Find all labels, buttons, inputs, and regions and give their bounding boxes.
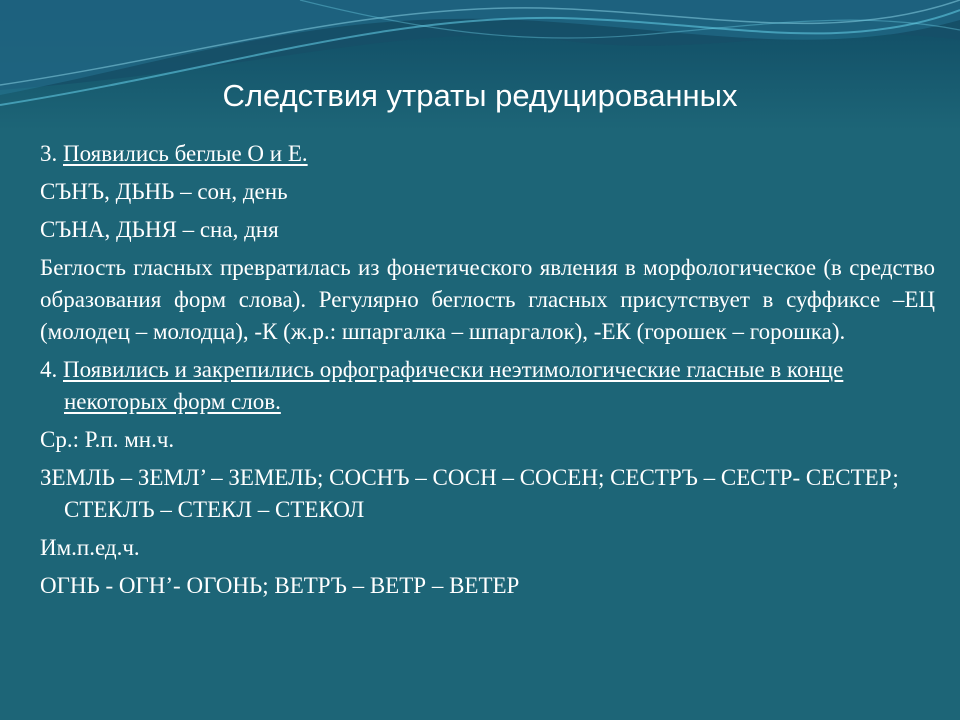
- item-4-heading: Появились и закрепились орфографически неэтимологические гласные в конце некоторых форм слов.: [63, 357, 844, 414]
- line-zeml-examples: ЗЕМЛЬ – ЗЕМЛ’ – ЗЕМЕЛЬ; СОСНЪ – СОСН – СОСЕН; СЕСТРЪ – СЕСТР- СЕСТЕР; СТЕКЛЪ – СТЕКЛ – СТЕКОЛ: [40, 465, 899, 522]
- line-ogn-examples: ОГНЬ - ОГН’- ОГОНЬ; ВЕТРЪ – ВЕТР – ВЕТЕР: [40, 573, 520, 598]
- slide-body: [40, 138, 935, 608]
- paragraph-beglost: Беглость гласных превратилась из фонетического явления в морфологическое (в средство образования форм слова). Регулярно беглость гласных присутствует в суффиксе –ЕЦ (молодец – молодца), -К (ж.р.: шпаргалка – шпаргалок), -ЕК (горошек – горошка).: [40, 255, 935, 344]
- item-4-number: 4.: [40, 357, 63, 382]
- item-4: [40, 354, 935, 418]
- item-3-number: 3.: [40, 141, 63, 166]
- line-im-p: Им.п.ед.ч.: [40, 535, 140, 560]
- item-3-heading: Появились беглые О и Е.: [63, 141, 308, 166]
- slide-title: Следствия утраты редуцированных: [222, 78, 738, 113]
- line-sna-dnya: СЪНА, ДЬНЯ – сна, дня: [40, 217, 279, 242]
- line-sr-rp: Ср.: Р.п. мн.ч.: [40, 427, 175, 452]
- line-son-den: СЪНЪ, ДЬНЬ – сон, день: [40, 179, 288, 204]
- item-3: [40, 138, 935, 170]
